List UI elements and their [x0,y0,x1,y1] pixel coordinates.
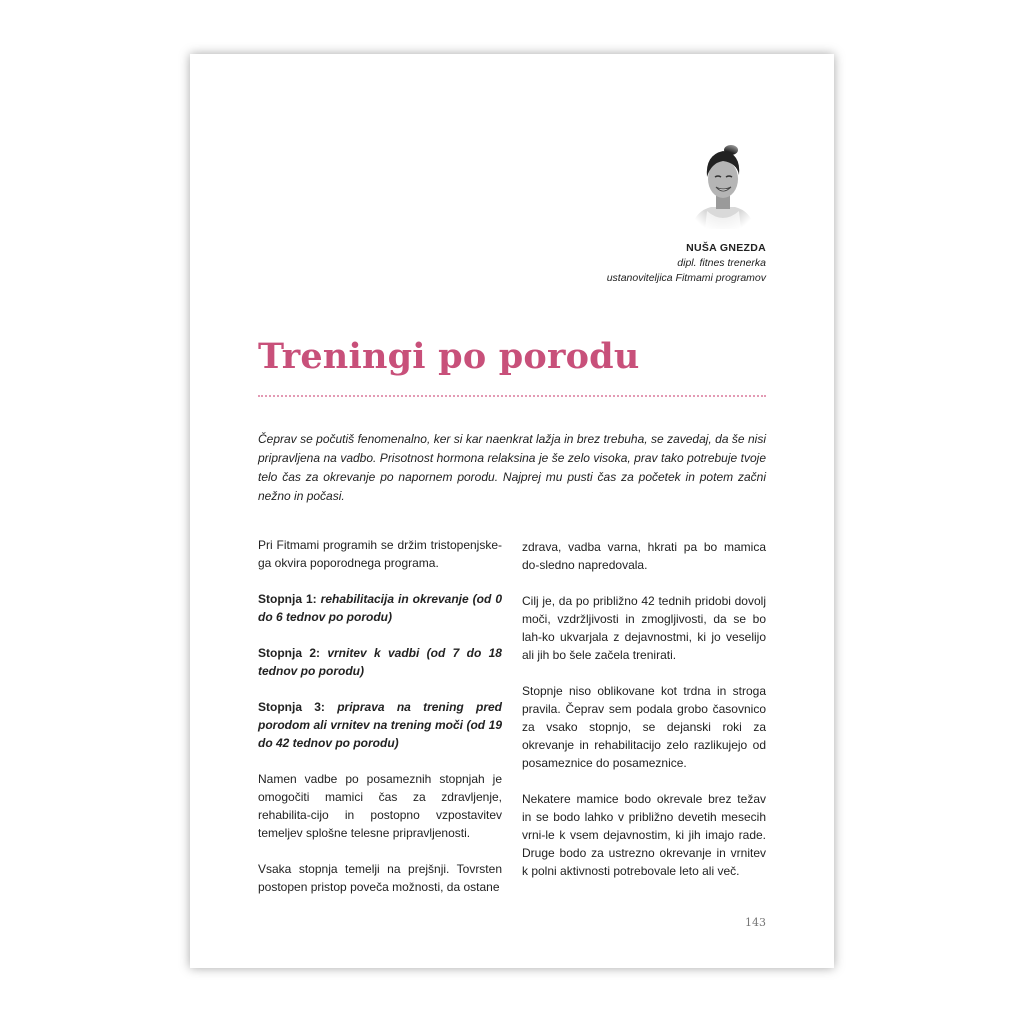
author-role-primary: dipl. fitnes trenerka [677,257,766,269]
stage-3-text: priprava na trening pred porodom ali vrnitev na trening moči (od 19 do 42 tednov po porodu) [258,700,502,750]
right-paragraph-4: Nekatere mamice bodo okrevale brez težav in se bodo lahko v približno devetih mesecih vrni-le k vsem dejavnostim, ki jih imajo rade. Druge bodo za ustrezno okrevanje in vrnitev k polni aktivnosti potrebovale leto ali več. [522,792,766,878]
author-name: NUŠA GNEZDA [686,242,766,254]
left-paragraph-1: Pri Fitmami programih se držim tristopenjske-ga okvira poporodnega programa. [258,538,502,570]
stage-1-text: rehabilitacija in okrevanje (od 0 do 6 tednov po porodu) [258,592,502,624]
right-column [522,538,766,898]
left-paragraph-3: Vsaka stopnja temelji na prejšnji. Tovrsten postopen pristop poveča možnosti, da ostane [258,862,502,894]
author-role-secondary: ustanoviteljica Fitmami programov [606,272,766,284]
book-page [190,54,834,968]
right-paragraph-3: Stopnje niso oblikovane kot trdna in stroga pravila. Čeprav sem podala grobo časovnico za vsako stopnjo, se dejanski roki za okrevanje in rehabilitacijo zelo razlikujejo od posameznice do posameznice. [522,684,766,770]
stage-1-item [258,590,502,626]
stage-3-label: Stopnja 3: [258,700,325,714]
left-column [258,536,502,914]
intro-paragraph: Čeprav se počutiš fenomenalno, ker si kar naenkrat lažja in brez trebuha, se zavedaj, da še nisi pripravljena na vadbo. Prisotnost hormona relaksina je še zelo visoka, prav tako potrebuje tvoje telo čas za okrevanje po napornem porodu. Najprej mu pusti čas za početek in potem začni nežno in počasi. [258,432,766,503]
author-block [607,241,766,286]
chapter-title: Treningi po porodu [258,336,640,377]
right-paragraph-1: zdrava, vadba varna, hkrati pa bo mamica do-sledno napredovala. [522,540,766,572]
left-paragraph-2: Namen vadbe po posameznih stopnjah je omogočiti mamici čas za zdravljenje, rehabilita-cijo in postopno vzpostavitev temeljev splošne telesne pripravljenosti. [258,772,502,840]
stage-2-item [258,644,502,680]
stage-1-label: Stopnja 1: [258,592,317,606]
page-number: 143 [745,916,766,929]
author-portrait-image [687,141,759,229]
right-paragraph-2: Cilj je, da po približno 42 tednih pridobi dovolj moči, vzdržljivosti in zmogljivosti, da se bo lah-ko ukvarjala z dejavnostmi, ki jo veselijo ali jih bo šele začela trenirati. [522,594,766,662]
title-divider [258,395,766,397]
stage-2-label: Stopnja 2: [258,646,320,660]
author-portrait-illustration [687,141,759,229]
stage-2-text: vrnitev k vadbi (od 7 do 18 tednov po porodu) [258,646,502,678]
stage-3-item [258,698,502,752]
